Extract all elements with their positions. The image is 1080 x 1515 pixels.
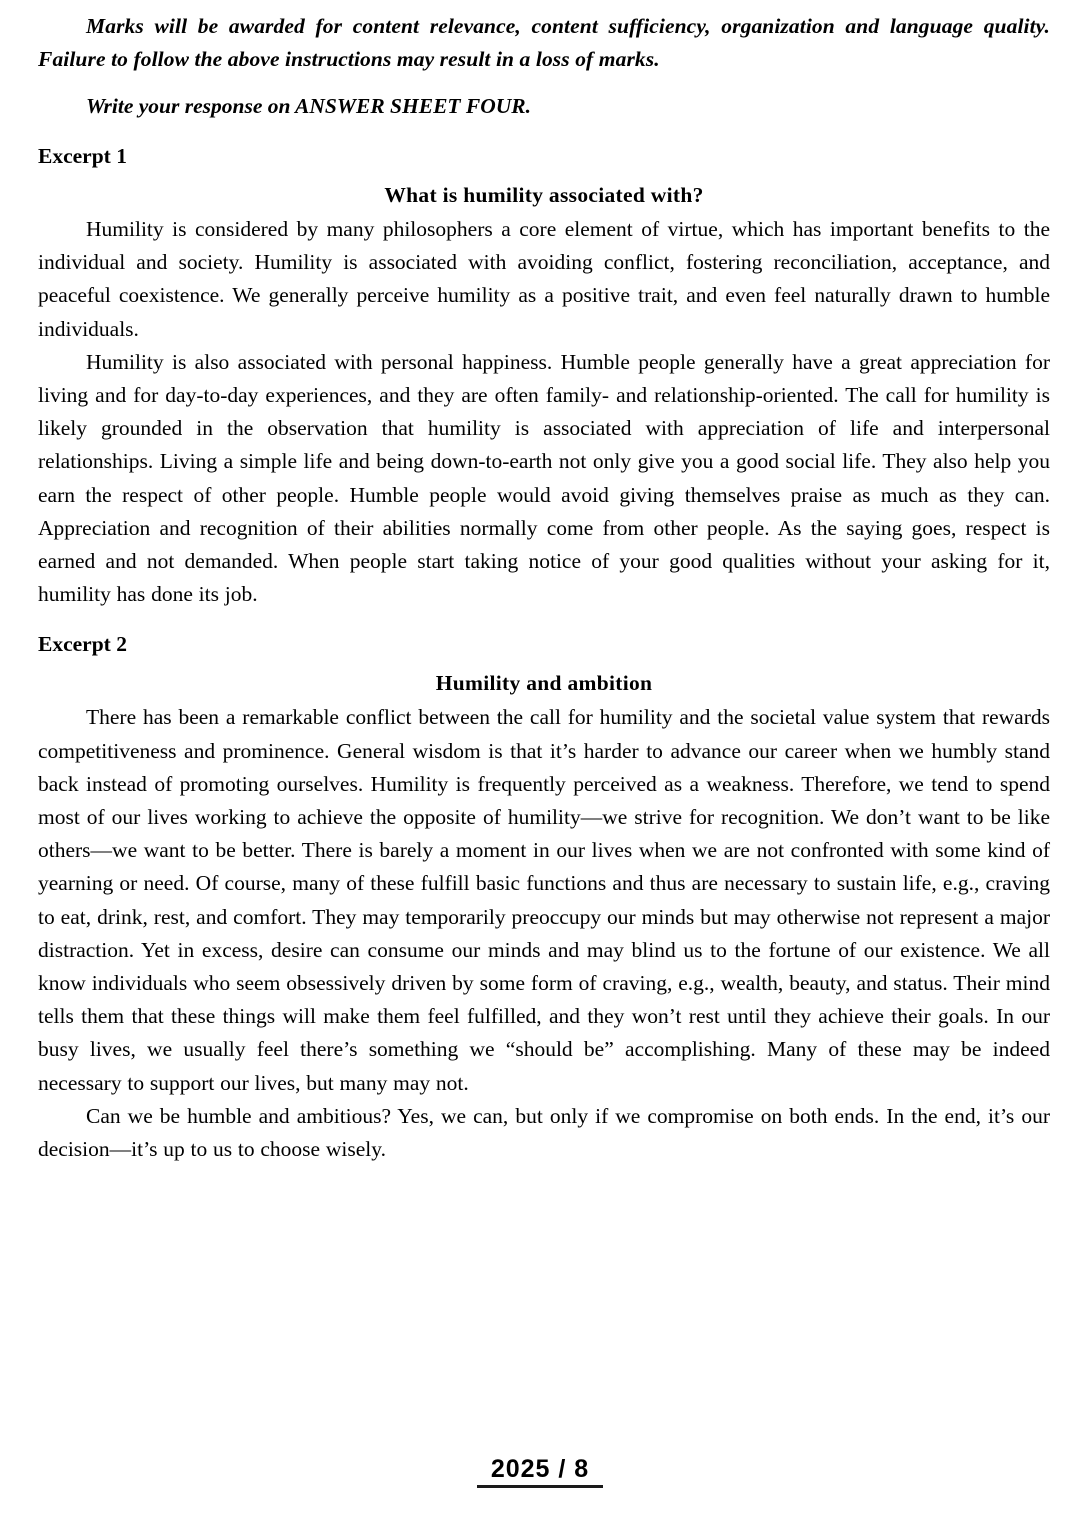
excerpt-1-paragraph-1: Humility is considered by many philosophers a core element of virtue, which has important benefits to the individual and society. Humility is associated with avoiding conflict, fostering reconciliation, acceptance, and peaceful coexistence. We generally perceive humility as a positive trait, and even feel naturally drawn to humble individuals. [38, 217, 1050, 341]
page-content [38, 10, 1050, 1166]
instruction-marks-note [38, 10, 1050, 76]
excerpt-2-paragraph-1: There has been a remarkable conflict between the call for humility and the societal value system that rewards competitiveness and prominence. General wisdom is that it’s harder to advance our career when we humbly stand back instead of promoting ourselves. Humility is frequently perceived as a weakness. Therefore, we tend to spend most of our lives working to achieve the opposite of humility—we strive for recognition. We don’t want to be like others—we want to be better. There is barely a moment in our lives when we are not confronted with some kind of yearning or need. Of course, many of these fulfill basic functions and thus are necessary to sustain life, e.g., craving to eat, drink, rest, and comfort. They may temporarily preoccupy our minds but may otherwise not represent a major distraction. Yet in excess, desire can consume our minds and may blind us to the fortune of our existence. We all know individuals who seem obsessively driven by some form of craving, e.g., wealth, beauty, and status. Their mind tells them that these things will make them feel fulfilled, and they won’t rest until they achieve their goals. In our busy lives, we usually feel there’s something we “should be” accomplishing. Many of these may be indeed necessary to support our lives, but many may not. [38, 705, 1050, 1095]
page-marker: 2025 / 8 [477, 1455, 603, 1488]
excerpt-title-2: Humility and ambition [435, 671, 653, 696]
excerpt-label-1: Excerpt 1 [38, 144, 127, 168]
excerpt-title-1: What is humility associated with? [384, 183, 704, 207]
excerpt-1-paragraph-2: Humility is also associated with personal happiness. Humble people generally have a great appreciation for living and for day-to-day experiences, and they are often family- and relationship-oriented. The call for humility is likely grounded in the observation that humility is associated with appreciation of life and interpersonal relationships. Living a simple life and being down-to-earth not only give you a good social life. They also help you earn the respect of other people. Humble people would avoid giving themselves praise as much as they can. Appreciation and recognition of their abilities normally come from other people. As the saying goes, respect is earned and not demanded. When people start taking notice of your good qualities without your asking for it, humility has done its job. [38, 349, 1050, 607]
excerpt-2-paragraph-2: Can we be humble and ambitious? Yes, we can, but only if we compromise on both ends. In the end, it’s our decision—it’s up to us to choose wisely. [38, 1103, 1050, 1162]
excerpt-label-2: Excerpt 2 [38, 632, 127, 657]
page-footer [0, 1455, 1080, 1488]
instruction-answer-sheet-note: Write your response on ANSWER SHEET FOUR. [86, 94, 532, 118]
instruction-marks-text: Marks will be awarded for content relevance, content sufficiency, organization and language quality. Failure to follow the above instructions may result in a loss of marks. [38, 14, 1050, 71]
